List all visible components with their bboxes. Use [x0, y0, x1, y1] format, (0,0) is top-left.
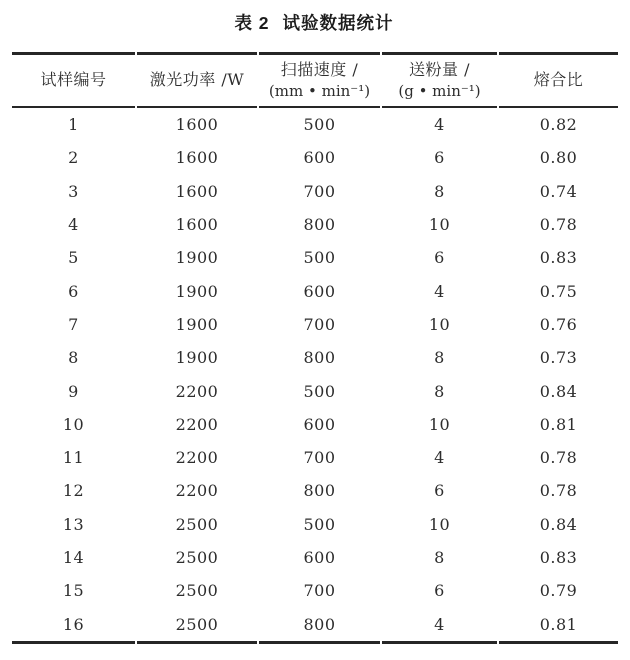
- table-row: [12, 341, 618, 374]
- table-cell: 1600: [175, 181, 219, 201]
- header-row: [12, 52, 618, 108]
- table-cell: 0.78: [539, 215, 578, 235]
- table-cell: 2200: [175, 448, 219, 468]
- table-row: [12, 175, 618, 208]
- table-cell: 0.73: [539, 348, 578, 368]
- table-cell: 2500: [137, 607, 257, 643]
- table-cell: 700: [303, 181, 336, 201]
- table-cell: 700: [303, 581, 336, 601]
- table-cell: 0.76: [539, 314, 578, 334]
- table-cell: 1: [68, 115, 79, 135]
- table-cell: 2500: [175, 548, 219, 567]
- table-cell: 800: [303, 348, 336, 368]
- table-cell: 2500: [175, 514, 219, 534]
- column-title: 激光功率 /W: [149, 70, 245, 90]
- column-title: 送粉量 /: [409, 59, 470, 79]
- table-cell: 10: [428, 514, 451, 534]
- table-cell: 16: [12, 607, 135, 643]
- column-header-powder-feed: [382, 52, 497, 108]
- table-title: [10, 10, 618, 36]
- table-cell: 500: [303, 514, 336, 534]
- table-header: [12, 52, 618, 108]
- table-cell: 2200: [175, 414, 219, 434]
- column-header-laser-power: [137, 52, 257, 108]
- table-cell: 700: [303, 314, 336, 334]
- table-cell: 0.78: [539, 481, 578, 501]
- table-cell: 500: [303, 381, 336, 401]
- table-cell: 0.83: [539, 248, 578, 268]
- table-cell: 14: [62, 548, 85, 567]
- table-cell: 4: [434, 281, 445, 301]
- table-cell: 8: [434, 381, 445, 401]
- table-cell: 1600: [175, 215, 219, 235]
- table-row: [12, 508, 618, 541]
- table-cell: 500: [303, 115, 336, 135]
- table-title-text: 试验数据统计: [282, 13, 394, 33]
- table-row: [12, 141, 618, 174]
- table-cell: 0.84: [539, 381, 578, 401]
- table-cell: 2500: [175, 581, 219, 601]
- table-cell: 7: [68, 314, 79, 334]
- table-row: [12, 208, 618, 241]
- table-cell: 600: [303, 148, 336, 168]
- table-cell: 2200: [175, 481, 219, 501]
- table-cell: 0.81: [499, 607, 618, 643]
- table-cell: 0.83: [539, 548, 578, 567]
- table-cell: 600: [303, 281, 336, 301]
- table-cell: 6: [68, 281, 79, 301]
- table-cell: 6: [434, 581, 445, 601]
- table-cell: 4: [382, 607, 497, 643]
- table-cell: 2200: [175, 381, 219, 401]
- column-title: 试样编号: [40, 70, 107, 90]
- table-cell: 13: [62, 514, 85, 534]
- table-row: [12, 108, 618, 141]
- table-row: [12, 574, 618, 607]
- table-cell: 15: [62, 581, 85, 601]
- table-row: [12, 241, 618, 274]
- table-cell: 800: [259, 607, 380, 643]
- table-cell: 0.75: [539, 281, 578, 301]
- table-cell: 12: [62, 481, 85, 501]
- table-cell: 500: [303, 248, 336, 268]
- table-cell: 1900: [175, 314, 219, 334]
- table-cell: 0.82: [539, 115, 578, 135]
- table-cell: 1900: [175, 348, 219, 368]
- table-body: [12, 108, 618, 644]
- table-row: [12, 541, 618, 574]
- table-cell: 6: [434, 248, 445, 268]
- column-title: 扫描速度 /: [280, 59, 359, 79]
- table-cell: 0.80: [539, 148, 578, 168]
- table-row: [12, 408, 618, 441]
- table-cell: 1600: [175, 115, 219, 135]
- table-number: 表 2: [234, 13, 270, 33]
- table-cell: 4: [434, 115, 445, 135]
- table-row: [12, 607, 618, 643]
- table-cell: 10: [62, 414, 85, 434]
- table-cell: 0.84: [539, 514, 578, 534]
- table-cell: 8: [434, 548, 445, 567]
- table-cell: 800: [303, 215, 336, 235]
- table-cell: 600: [303, 548, 336, 567]
- table-cell: 700: [303, 448, 336, 468]
- experiment-data-table: [10, 52, 620, 644]
- table-cell: 5: [68, 248, 79, 268]
- table-cell: 8: [434, 181, 445, 201]
- table-cell: 0.79: [539, 581, 578, 601]
- table-cell: 4: [434, 448, 445, 468]
- table-cell: 1900: [175, 281, 219, 301]
- table-cell: 800: [303, 481, 336, 501]
- column-unit: (mm • min⁻¹): [268, 82, 371, 101]
- table-cell: 1900: [175, 248, 219, 268]
- table-cell: 10: [428, 414, 451, 434]
- column-header-sample-no: [12, 52, 135, 108]
- table-cell: 0.74: [539, 181, 578, 201]
- table-cell: 9: [68, 381, 79, 401]
- column-header-scan-speed: [259, 52, 380, 108]
- table-cell: 6: [434, 148, 445, 168]
- column-title: 熔合比: [533, 70, 584, 90]
- table-row: [12, 474, 618, 507]
- table-cell: 11: [62, 448, 85, 468]
- table-cell: 1600: [175, 148, 219, 168]
- table-cell: 0.81: [539, 414, 578, 434]
- table-cell: 8: [434, 348, 445, 368]
- table-cell: 10: [428, 314, 451, 334]
- column-unit: (g • min⁻¹): [398, 82, 481, 101]
- table-cell: 8: [68, 348, 79, 368]
- table-cell: 6: [434, 481, 445, 501]
- table-cell: 10: [428, 215, 451, 235]
- table-cell: 0.78: [539, 448, 578, 468]
- table-cell: 3: [68, 181, 79, 201]
- table-row: [12, 308, 618, 341]
- table-cell: 4: [68, 215, 79, 235]
- table-cell: 2: [68, 148, 79, 168]
- table-row: [12, 441, 618, 474]
- column-header-fusion-ratio: [499, 52, 618, 108]
- table-row: [12, 374, 618, 407]
- table-row: [12, 274, 618, 307]
- table-cell: 600: [303, 414, 336, 434]
